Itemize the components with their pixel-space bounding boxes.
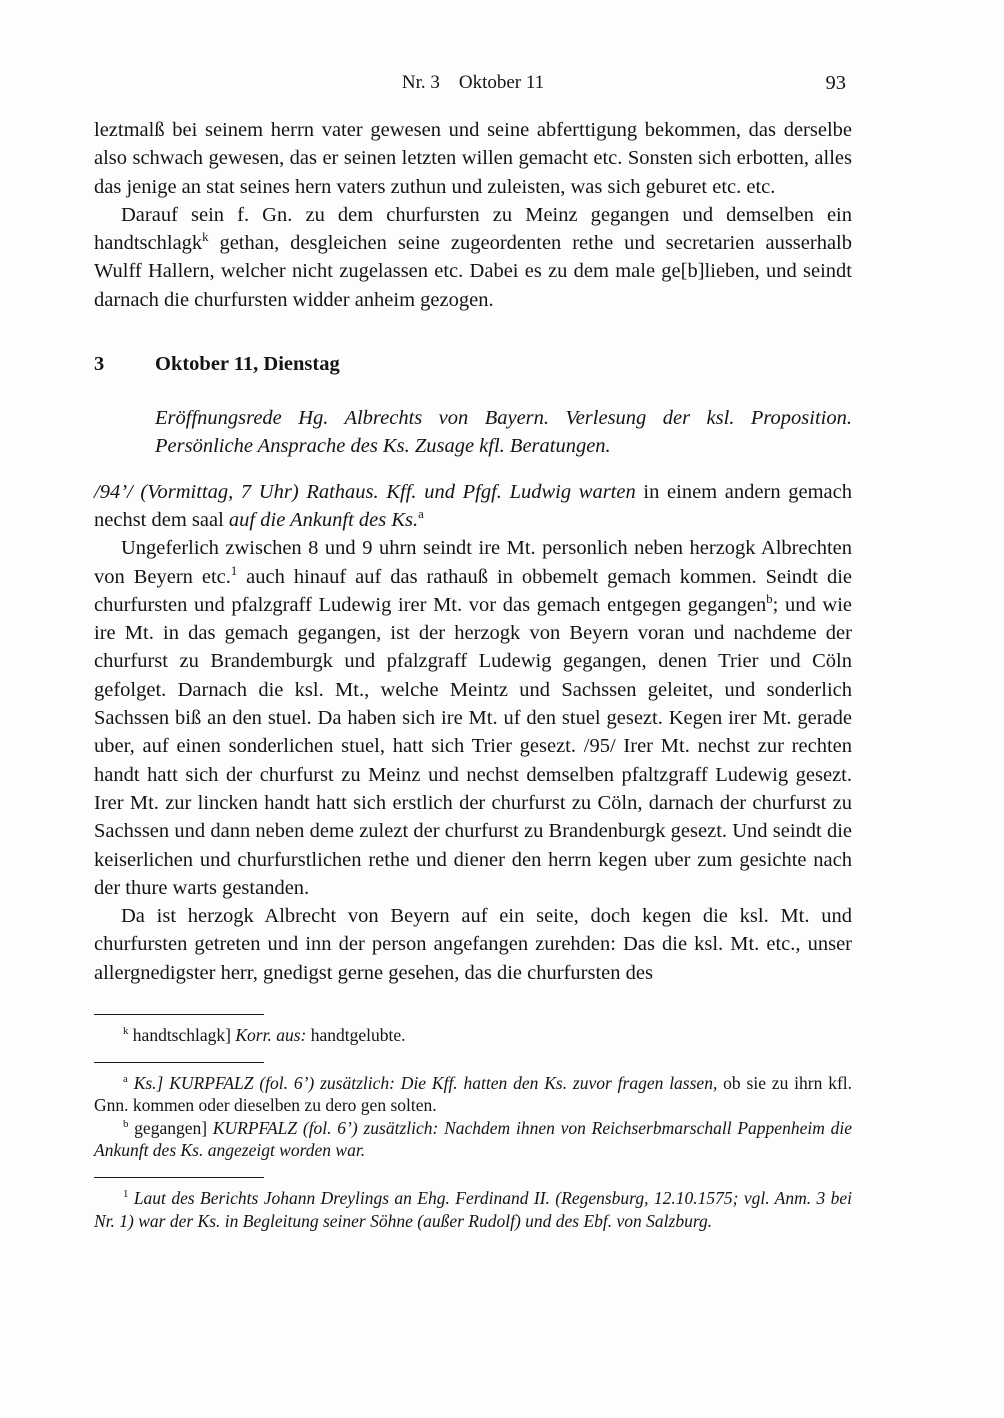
footnote-marker: k: [123, 1025, 129, 1038]
text-run: auf die Ankunft des Ks.: [228, 508, 419, 531]
section-title: Oktober 11, Dienstag: [155, 353, 340, 376]
text-run: Laut des Berichts Johann Dreylings an Ehg. Ferdinand II. (Regensburg, 12.10.1575; vgl. Anm. 3 bei Nr. 1) war der Ks. in Begleitung seiner Söhne (außer Rudolf) und des Ebf. von Salzburg.: [94, 1187, 853, 1231]
footnote: [94, 1187, 852, 1232]
footnote-marker: b: [123, 1117, 129, 1130]
text-run: KURPFALZ (fol. 6’) zusätzlich: Nachdem ihnen von Reichserbmarschall Pappenheim die Ankunft des Ks. angezeigt worden war.: [94, 1117, 852, 1161]
text-run: handtgelubte.: [306, 1025, 406, 1046]
page-number: 93: [825, 72, 846, 94]
running-header-title: Nr. 3 Oktober 11: [401, 72, 545, 93]
text-run: gegangen]: [128, 1117, 213, 1138]
footnote-marker: a: [123, 1072, 128, 1085]
text-run: Ks.] KURPFALZ (fol. 6’) zusätzlich: Die Kff. hatten den Ks. zuvor fragen lassen,: [133, 1072, 718, 1093]
text-run: auch hinauf auf das rathauß in obbemelt gemach kommen. Seindt die churfursten und pfalzgraff Ludewig irer Mt. vor das gemach entgegen gegangen: [94, 565, 852, 616]
text-run: Darauf sein f. Gn. zu dem churfursten zu Meinz gegangen und demselben ein handtschlagk: [94, 203, 852, 255]
footnotes-section: [94, 1014, 852, 1232]
text-run: in einem andern gemach nechst dem saal: [94, 480, 852, 531]
text-run: ; und wie ire Mt. in das gemach gegangen, ist der herzogk von Beyern voran und nachdeme der churfurst zu Brandemburgk und pfalzgraff Ludewig gegangen, denen Trier und Cöln gefolget. Darnach die ksl. Mt., welche Meintz und Sachssen geleitet, und sonderlich Sachssen biß an den stuel. Da haben sich ire Mt. uf den stuel gesezt. Kegen irer Mt. gerade uber, auf einen sonderlichen stuel, hatt sich Trier gesezt. /95/ Irer Mt. nechst zur rechten handt hatt sich der churfurst zu Meinz und nechst demselben pfaltzgraff Ludewig gesezt. Irer Mt. zur lincken handt hatt sich erstlich der churfurst zu Cöln, darnach der churfurst zu Sachssen und dann neben deme zulezt der churfurst zu Brandenburgk gesezt. Und seindt die keiserlichen und churfurstlichen rethe und diener den herrn kegen uber zum gesichte nach der thure warts gestanden.: [94, 593, 852, 899]
section-number: 3: [94, 353, 105, 376]
paragraph: [94, 116, 852, 201]
text-run: /94’/ (Vormittag, 7 Uhr) Rathaus. Kff. und Pfgf. Ludwig warten: [94, 480, 644, 503]
footnote-marker: 1: [123, 1188, 129, 1201]
text-run: Da ist herzogk Albrecht von Beyern auf ein seite, doch kegen die ksl. Mt. und churfursten getreten und inn der person angefangen zurehden: Das die ksl. Mt. etc., unser allergnedigster herr, gnedigst gerne gesehen, das die churfursten des: [94, 905, 852, 984]
footnote-divider: [94, 1014, 264, 1015]
footnote: [94, 1072, 852, 1117]
text-run: handtschlagk]: [128, 1025, 236, 1046]
paragraph: [94, 201, 852, 314]
footnote-divider: [94, 1177, 264, 1178]
footnote-marker: a: [418, 507, 424, 522]
summary-paragraph: [155, 404, 852, 461]
footnote-marker: b: [766, 592, 773, 607]
text-run: gethan, desgleichen seine zugeordenten rethe und secretarien ausserhalb Wulff Hallern, welcher nicht zugelassen etc. Dabei es zu dem male ge[b]lieben, und seindt darnach die churfursten widder anheim gezogen.: [94, 232, 852, 311]
section-heading: [94, 351, 852, 377]
running-header: [94, 72, 852, 94]
text-run: Ungeferlich zwischen 8 und 9 uhrn seindt ire Mt. personlich neben herzogk Albrechten von Beyern etc.: [94, 537, 852, 588]
footnote-marker: k: [202, 230, 209, 245]
text-run: Eröffnungsrede Hg. Albrechts von Bayern. Verlesung der ksl. Proposition. Persönliche Ansprache des Ks. Zusage kfl. Beratungen.: [155, 407, 852, 458]
paragraph: [94, 902, 852, 987]
paragraph: [94, 534, 852, 902]
footnote: [94, 1024, 852, 1047]
footnote-marker: 1: [230, 563, 238, 578]
text-run: leztmalß bei seinem herrn vater gewesen und seine abferttigung bekommen, das derselbe also schwach gewesen, das er seinen letzten willen gemacht etc. Sonsten sich erbotten, alles das jenige an stat seines hern vaters zuthun und zuleisten, was sich geburet etc. etc.: [94, 119, 852, 198]
paragraph: [94, 478, 852, 535]
footnote: [94, 1117, 852, 1162]
text-run: ob sie zu ihrn kfl. Gnn. kommen oder dieselben zu dero gen solten.: [94, 1072, 853, 1116]
footnote-divider: [94, 1062, 264, 1063]
text-run: Korr. aus:: [235, 1025, 307, 1046]
